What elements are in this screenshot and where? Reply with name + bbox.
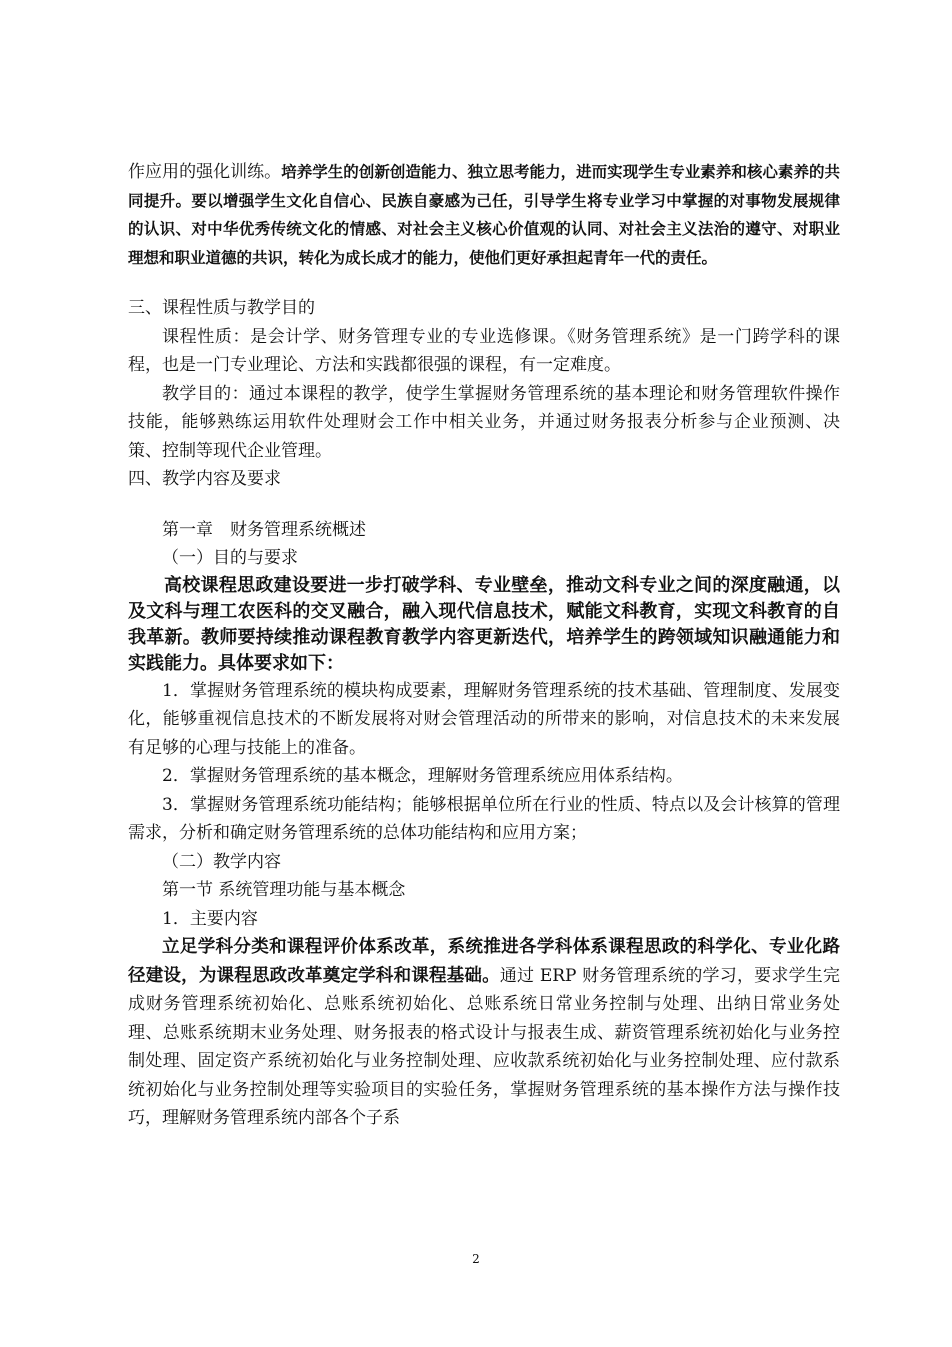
paragraph-normal-text: 作应用的强化训练。 (128, 162, 282, 182)
course-goal: 教学目的：通过本课程的教学，使学生掌握财务管理系统的基本理论和财务管理软件操作技能，能够熟练运用软件处理财会工作中相关业务，并通过财务报表分析参与企业预测、决策、控制等现代企业管理。 (128, 383, 840, 461)
paragraph-ideology (128, 158, 840, 272)
subheading-goals: （一）目的与要求 (162, 548, 298, 568)
section-heading-3: 三、课程性质与教学目的 (128, 298, 315, 318)
final-bold-text: 立足学科分类和课程评价体系改革，系统推进各学科体系课程思政的科学化、专业化路径建设，为课程思政改革奠定学科和课程基础。 (128, 937, 840, 986)
course-nature: 课程性质：是会计学、财务管理专业的专业选修课。《财务管理系统》是一门跨学科的课程，也是一门专业理论、方法和实践都很强的课程，有一定难度。 (128, 326, 840, 375)
section-heading-4: 四、教学内容及要求 (128, 469, 281, 489)
document-body (128, 158, 840, 1133)
final-normal-text: 通过 ERP 财务管理系统的学习，要求学生完成财务管理系统初始化、总账系统初始化、总账系统日常业务控制与处理、出纳日常业务处理、总账系统期末业务处理、财务报表的格式设计与报表生成、薪资管理系统初始化与业务控制处理、固定资产系统初始化与业务控制处理、应收款系统初始化与业务控制处理、应付款系统初始化与业务控制处理等实验项目的实验任务，掌握财务管理系统的基本操作方法与操作技巧，理解财务管理系统内部各个子系 (128, 965, 840, 1128)
final-paragraph (128, 933, 840, 1133)
paragraph-bold-text: 培养学生的创新创造能力、独立思考能力，进而实现学生专业素养和核心素养的共同提升。要以增强学生文化自信心、民族自豪感为己任，引导学生将专业学习中掌握的对事物发展规律的认识、对中华优秀传统文化的情感、对社会主义核心价值观的认同、对社会主义法治的遵守、对职业理想和职业道德的共识，转化为成长成才的能力，使他们更好承担起青年一代的责任。 (128, 163, 840, 267)
section-title: 第一节 系统管理功能与基本概念 (162, 880, 406, 900)
main-content-label: 1．主要内容 (162, 908, 258, 929)
requirement-3: 3．掌握财务管理系统功能结构；能够根据单位所在行业的性质、特点以及会计核算的管理需求，分析和确定财务管理系统的总体功能结构和应用方案； (128, 794, 840, 843)
requirement-2: 2．掌握财务管理系统的基本概念，理解财务管理系统应用体系结构。 (162, 766, 683, 786)
page-number: 2 (472, 1252, 480, 1266)
chapter-title: 第一章 财务管理系统概述 (162, 519, 366, 540)
subheading-content: （二）教学内容 (162, 851, 281, 872)
requirement-1: 1．掌握财务管理系统的模块构成要素，理解财务管理系统的技术基础、管理制度、发展变化，能够重视信息技术的不断发展将对财会管理活动的所带来的影响，对信息技术的未来发展有足够的心理与技能上的准备。 (128, 680, 840, 758)
bold-paragraph-goals: 高校课程思政建设要进一步打破学科、专业壁垒，推动文科专业之间的深度融通，以及文科与理工农医科的交叉融合，融入现代信息技术，赋能文科教育，实现文科教育的自我革新。教师要持续推动课程教育教学内容更新迭代，培养学生的跨领域知识融通能力和实践能力。具体要求如下： (128, 574, 840, 674)
